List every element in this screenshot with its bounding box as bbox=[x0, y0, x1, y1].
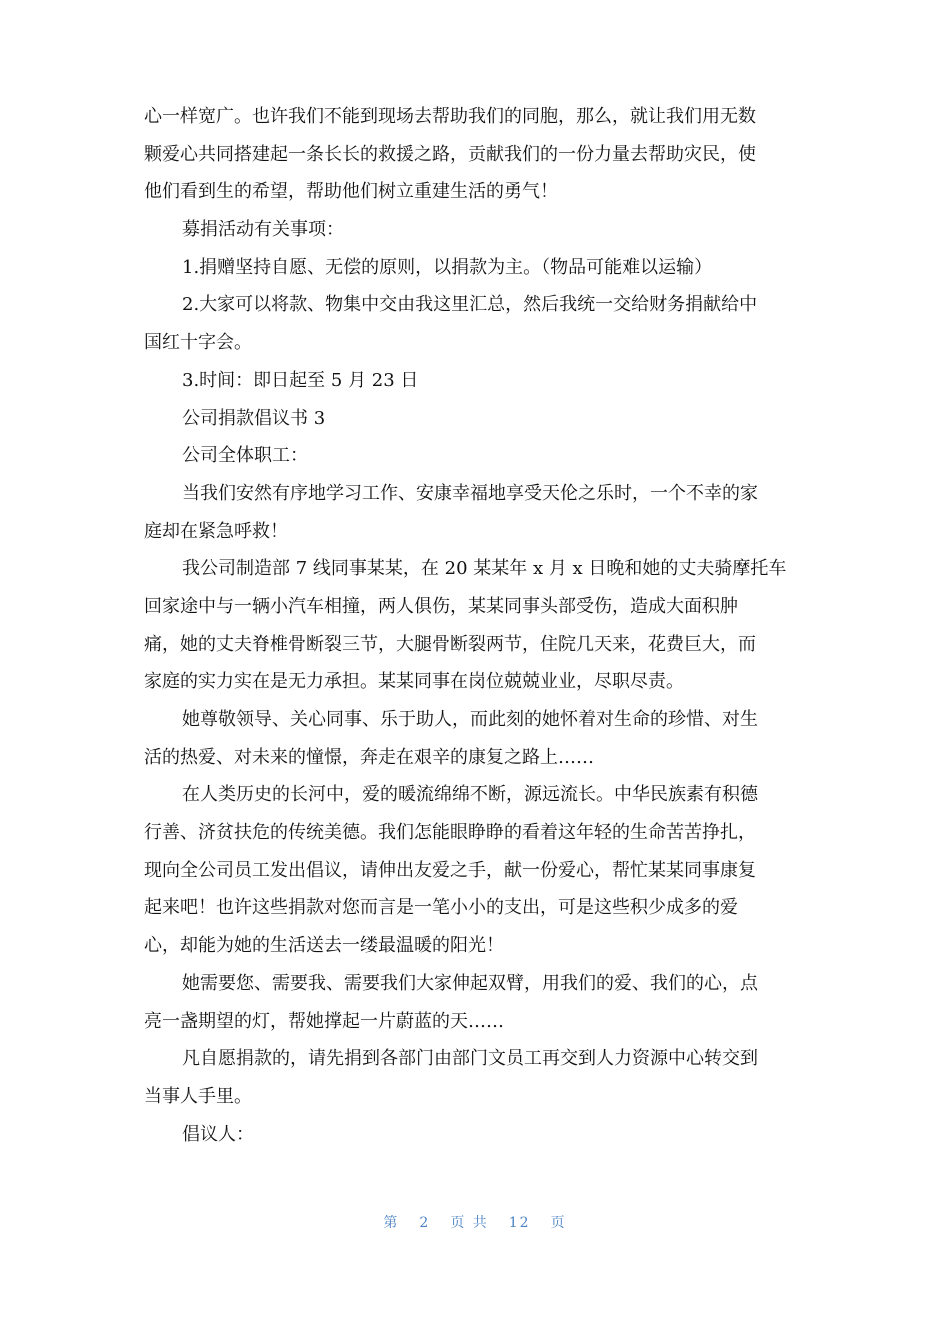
text-line: 公司捐款倡议书 3 bbox=[182, 407, 326, 429]
text-line: 颗爱心共同搭建起一条长长的救援之路，贡献我们的一份力量去帮助灾民，使 bbox=[144, 143, 756, 165]
text-line: 活的热爱、对未来的憧憬，奔走在艰辛的康复之路上…… bbox=[144, 746, 594, 768]
text-line: 募捐活动有关事项： bbox=[182, 219, 344, 241]
text-line: 她尊敬领导、关心同事、乐于助人，而此刻的她怀着对生命的珍惜、对生 bbox=[182, 709, 758, 730]
text-line: 倡议人： bbox=[182, 1123, 254, 1145]
text-line: 起来吧！也许这些捐款对您而言是一笔小小的支出，可是这些积少成多的爱 bbox=[144, 897, 738, 919]
text-line: 1.捐赠坚持自愿、无偿的原则，以捐款为主。（物品可能难以运输） bbox=[182, 256, 713, 278]
text-line: 现向全公司员工发出倡议，请伸出友爱之手，献一份爱心，帮忙某某同事康复 bbox=[144, 859, 756, 881]
page-footer bbox=[0, 1212, 950, 1232]
text-line: 行善、济贫扶危的传统美德。我们怎能眼睁睁的看着这年轻的生命苦苦挣扎， bbox=[144, 822, 756, 844]
text-line: 凡自愿捐款的，请先捐到各部门由部门文员工再交到人力资源中心转交到 bbox=[182, 1048, 758, 1070]
text-line: 在人类历史的长河中，爱的暖流绵绵不断，源远流长。中华民族素有积德 bbox=[182, 784, 758, 806]
footer-current-page: 2 bbox=[419, 1215, 431, 1231]
text-line: 家庭的实力实在是无力承担。某某同事在岗位兢兢业业，尽职尽责。 bbox=[144, 671, 684, 693]
footer-total-pages: 12 bbox=[508, 1215, 531, 1231]
text-line: 当我们安然有序地学习工作、安康幸福地享受天伦之乐时，一个不幸的家 bbox=[182, 482, 758, 504]
footer-prefix: 第 bbox=[383, 1215, 400, 1231]
text-line: 回家途中与一辆小汽车相撞，两人俱伤，某某同事头部受伤，造成大面积肿 bbox=[144, 595, 738, 617]
text-line: 她需要您、需要我、需要我们大家伸起双臂，用我们的爱、我们的心，点 bbox=[182, 972, 758, 994]
text-line: 当事人手里。 bbox=[144, 1085, 252, 1107]
document-body bbox=[144, 98, 806, 1153]
text-line: 庭却在紧急呼救！ bbox=[144, 520, 288, 542]
text-line: 亮一盏期望的灯，帮她撑起一片蔚蓝的天…… bbox=[144, 1010, 504, 1032]
text-line: 国红十字会。 bbox=[144, 332, 252, 354]
text-line: 心一样宽广。也许我们不能到现场去帮助我们的同胞，那么，就让我们用无数 bbox=[144, 106, 756, 127]
text-line: 我公司制造部 7 线同事某某，在 20 某某年 x 月 x 日晚和她的丈夫骑摩托车 bbox=[182, 558, 787, 580]
footer-suffix: 页 bbox=[550, 1215, 567, 1231]
text-line: 痛，她的丈夫脊椎骨断裂三节，大腿骨断裂两节，住院几天来，花费巨大，而 bbox=[144, 633, 756, 655]
text-line: 3.时间：即日起至 5 月 23 日 bbox=[182, 369, 419, 391]
text-line: 心，却能为她的生活送去一缕最温暖的阳光！ bbox=[144, 935, 504, 957]
text-line: 2.大家可以将款、物集中交由我这里汇总，然后我统一交给财务捐献给中 bbox=[182, 294, 758, 316]
footer-middle: 页 共 bbox=[450, 1215, 489, 1231]
text-line: 他们看到生的希望，帮助他们树立重建生活的勇气！ bbox=[144, 181, 558, 203]
text-line: 公司全体职工： bbox=[182, 445, 308, 467]
